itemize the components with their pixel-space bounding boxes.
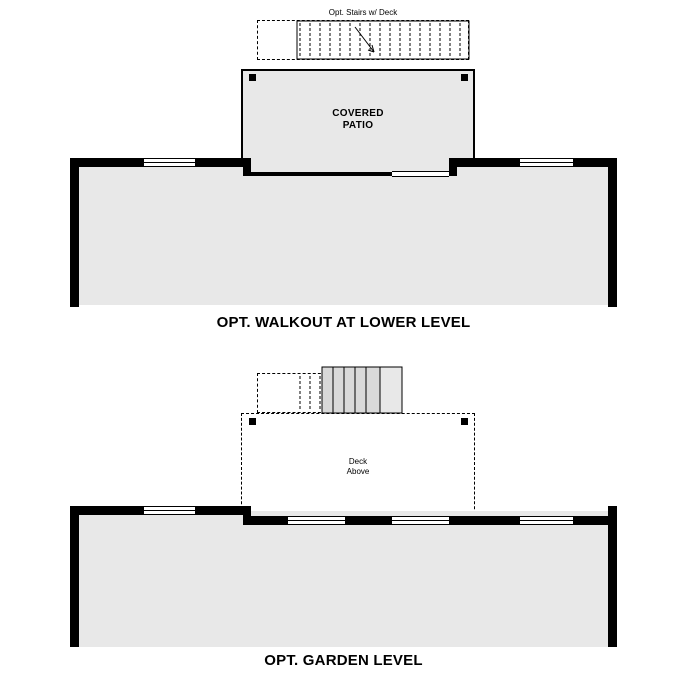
plan-garden-level [0, 345, 687, 687]
deck-above-label-line2: Above [346, 467, 370, 476]
deck-above-label-line1: Deck [348, 457, 368, 466]
wall-right-cut-2 [608, 643, 617, 647]
wall-left-cut [70, 303, 79, 307]
wall-left-cut-2 [70, 643, 79, 647]
deck-post-right [461, 418, 468, 425]
window-top-right-mullion [520, 162, 573, 163]
patio-post-right [461, 74, 468, 81]
plan-title-walkout: OPT. WALKOUT AT LOWER LEVEL [216, 314, 471, 331]
wall-right-cut [608, 303, 617, 307]
wall-right-2 [608, 506, 617, 646]
window-top-left-mullion [144, 162, 195, 163]
covered-patio-label-line1: COVERED [332, 108, 384, 119]
wall-jamb-left-2 [243, 506, 251, 525]
lower-level-floor-fill [76, 163, 611, 305]
covered-patio-label-line2: PATIO [342, 120, 374, 131]
wall-jamb-left [243, 158, 251, 176]
patio-post-left [249, 74, 256, 81]
patio-door-leaf [392, 171, 449, 177]
deck-post-left [249, 418, 256, 425]
wall-left-2 [70, 506, 79, 646]
window-mid-right-2-mullion [392, 520, 449, 521]
opt-stairs-label: Opt. Stairs w/ Deck [328, 8, 398, 17]
window-mid-left-2-mullion [288, 520, 345, 521]
plan-title-garden: OPT. GARDEN LEVEL [264, 652, 423, 669]
wall-right [608, 158, 617, 305]
wall-left [70, 158, 79, 305]
window-top-right-2-mullion [520, 520, 573, 521]
patio-edge-top [241, 69, 475, 71]
window-top-left-2-mullion [144, 510, 195, 511]
garden-level-floor-fill [76, 511, 611, 647]
wall-jamb-right [449, 158, 457, 176]
